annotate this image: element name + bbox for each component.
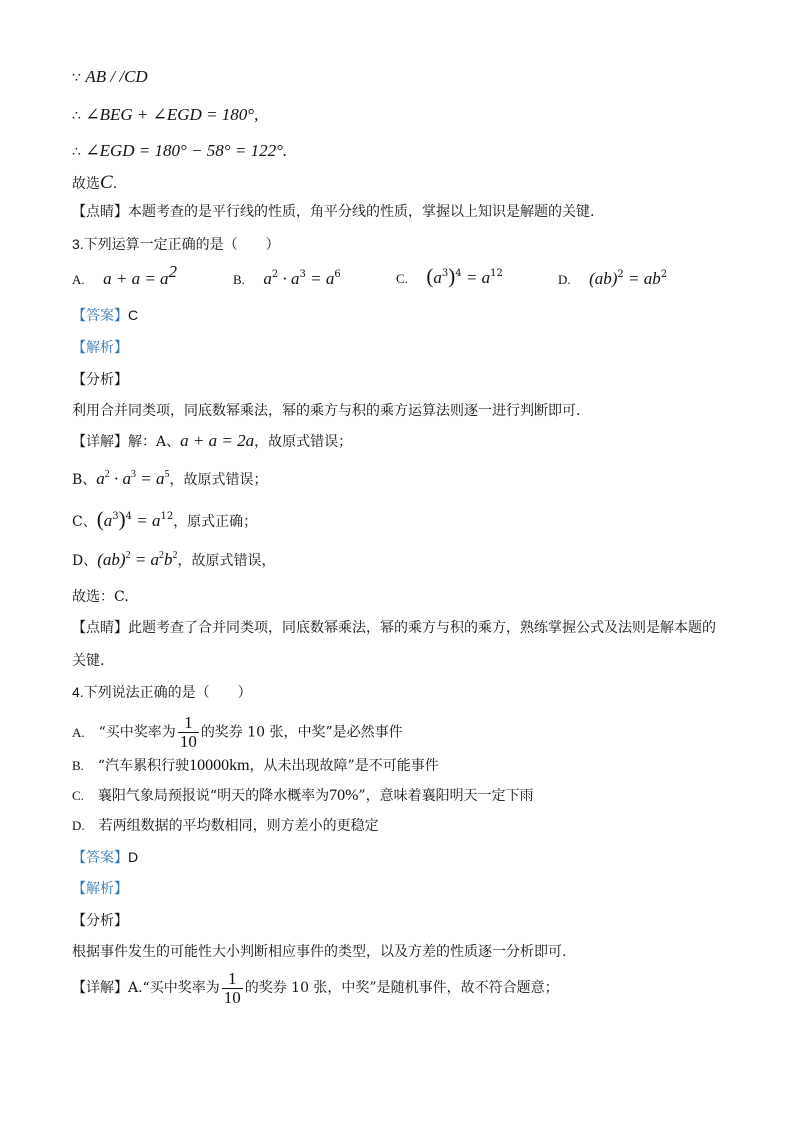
detail-pre: A.“买中奖率为 xyxy=(128,980,220,996)
q4-option-d xyxy=(72,816,379,836)
answer-tag: 【答案】 xyxy=(72,850,128,866)
option-b-pre: “汽车累积行驶 xyxy=(97,758,190,774)
fenxi-tag: 【分析】 xyxy=(72,913,128,929)
base: a xyxy=(433,268,442,287)
fraction-denominator: 10 xyxy=(223,987,241,1007)
q4-option-c xyxy=(72,786,534,806)
q3-detail-d-line xyxy=(72,550,276,571)
detail-a-expr: a + a = 2a xyxy=(180,431,255,450)
option-label: D. xyxy=(72,818,85,833)
comment1-line xyxy=(72,202,594,222)
q3-fenxi-line xyxy=(72,401,580,421)
q3-fenxi-tag-line xyxy=(72,370,128,390)
since-line xyxy=(72,67,148,88)
q3-option-b xyxy=(233,269,341,290)
exponent: 6 xyxy=(334,269,341,280)
q4-option-b xyxy=(72,756,439,776)
q4-detail-line xyxy=(72,968,559,1008)
angle-calc-line xyxy=(72,141,287,162)
option-c-post: ”，意味着襄阳明天一定下雨 xyxy=(358,788,534,804)
fenxi-tag: 【分析】 xyxy=(72,372,128,388)
parallel-expr: AB / /CD xyxy=(85,67,148,86)
q3-option-c xyxy=(396,266,503,289)
q4-option-a xyxy=(72,713,403,751)
exponent: 3 xyxy=(112,511,119,522)
exponent: 3 xyxy=(299,269,306,280)
exponent: 4 xyxy=(455,268,462,279)
option-label: C. xyxy=(396,271,408,286)
comment-text-cont: 关键. xyxy=(72,653,105,669)
option-c-pre: 襄阳气象局预报说“明天的降水概率为 xyxy=(97,788,330,804)
analysis-tag: 【解析】 xyxy=(72,881,128,897)
q3-comment-line1 xyxy=(72,618,716,638)
exponent: 12 xyxy=(160,511,174,522)
eq-expr: = a xyxy=(305,269,335,288)
option-a-post: 的奖券 10 张，中奖”是必然事件 xyxy=(200,724,403,741)
angle-sum-line xyxy=(72,105,258,126)
choose-letter: C xyxy=(100,172,113,193)
close-paren: ) xyxy=(118,507,126,531)
detail-tag: 【详解】 xyxy=(72,980,128,996)
q3-option-d xyxy=(558,269,667,290)
exponent: 2 xyxy=(617,269,624,280)
base: a xyxy=(263,269,272,288)
eq-expr: = a xyxy=(461,268,491,287)
angle-sum-expr: ∠BEG + ∠EGD = 180°, xyxy=(85,105,259,124)
answer-tag: 【答案】 xyxy=(72,308,128,324)
q3-detail-a-line xyxy=(72,431,352,452)
detail-a-suffix: ，故原式错误； xyxy=(254,434,353,450)
fenxi-text: 根据事件发生的可能性大小判断相应事件的类型，以及方差的性质逐一分析即可. xyxy=(72,944,567,960)
eq-expr: = a xyxy=(131,511,161,530)
option-c-value: 70% xyxy=(329,787,359,804)
q3-detail-c-line xyxy=(72,509,257,532)
q4-fenxi-line xyxy=(72,942,566,962)
therefore-symbol: ∴ xyxy=(72,144,81,160)
close-paren: ) xyxy=(448,264,456,288)
detail-post: 的奖券 10 张，中奖”是随机事件，故不符合题意； xyxy=(244,980,559,996)
choose-suffix: . xyxy=(112,176,118,192)
detail-d-prefix: D、 xyxy=(72,553,98,569)
fraction xyxy=(222,970,243,1007)
lhs-expr: (ab) xyxy=(589,269,618,288)
exponent: 2 xyxy=(271,269,279,280)
option-label: C. xyxy=(72,788,84,803)
option-label: B. xyxy=(233,272,245,287)
q3-answer-line xyxy=(72,305,138,326)
option-d-text: 若两组数据的平均数相同，则方差小的更稳定 xyxy=(98,818,379,834)
option-label: D. xyxy=(558,272,571,287)
therefore-symbol: ∴ xyxy=(72,108,81,124)
option-a-expr: a + a = a xyxy=(103,269,169,288)
comment-text: 此题考查了合并同类项，同底数幂乘法，幂的乘方与积的乘方，熟练掌握公式及法则是解本题的 xyxy=(128,620,716,636)
exponent: 12 xyxy=(490,268,503,279)
detail-c-prefix: C、 xyxy=(72,514,97,530)
fraction-numerator: 1 xyxy=(227,968,237,988)
choose-prefix: 故选 xyxy=(72,176,100,192)
option-label: B. xyxy=(72,758,84,773)
detail-a-prefix: 解：A、 xyxy=(128,434,181,450)
angle-calc-expr: ∠EGD = 180° − 58° = 122°. xyxy=(85,141,288,160)
q3-choose-line xyxy=(72,587,129,607)
exponent: 4 xyxy=(125,511,132,522)
eq-expr: = ab xyxy=(623,269,661,288)
q4-answer-line xyxy=(72,847,138,868)
option-b-post: ，从未出现故障”是不可能事件 xyxy=(249,758,439,774)
detail-tag: 【详解】 xyxy=(72,434,128,450)
since-symbol: ∵ xyxy=(72,70,81,86)
fraction-denominator: 10 xyxy=(179,732,197,751)
comment-tag: 【点睛】 xyxy=(72,204,128,220)
option-label: A. xyxy=(72,724,85,740)
detail-d-expr: $(ab)^2 = a^2b^2$ xyxy=(97,550,178,569)
dot-expr: · a xyxy=(278,269,300,288)
detail-b-suffix: ，故原式错误； xyxy=(169,472,268,488)
option-label: A. xyxy=(72,272,85,287)
detail-b-expr: $a^2 \cdot a^3 = a^5$ xyxy=(96,469,170,488)
detail-c-suffix: ，原式正确； xyxy=(173,514,258,530)
fraction xyxy=(178,714,199,751)
option-a-pre: “买中奖率为 xyxy=(98,724,176,741)
q4-analysis-line xyxy=(72,879,128,899)
exponent: 2 xyxy=(168,262,178,281)
q3-option-a xyxy=(72,262,178,290)
base: a xyxy=(103,511,113,530)
q3-detail-b-line xyxy=(72,469,268,490)
q3-stem xyxy=(72,234,280,254)
q3-analysis-line xyxy=(72,338,128,358)
comment-text: 本题考查的是平行线的性质，角平分线的性质，掌握以上知识是解题的关键. xyxy=(128,204,595,220)
q4-fenxi-tag-line xyxy=(72,911,128,931)
detail-d-suffix: ，故原式错误， xyxy=(177,553,276,569)
fenxi-text: 利用合并同类项，同底数幂乘法，幂的乘方与积的乘方运算法则逐一进行判断即可. xyxy=(72,403,581,419)
fraction-numerator: 1 xyxy=(184,713,193,732)
q4-stem-text: 4.下列说法正确的是（ ） xyxy=(72,684,252,700)
detail-b-prefix: B、 xyxy=(72,472,97,488)
open-paren: ( xyxy=(426,264,434,288)
q3-stem-text: 3.下列运算一定正确的是（ ） xyxy=(72,236,280,252)
answer-value: C xyxy=(128,307,139,323)
q4-stem xyxy=(72,682,252,702)
exponent: 3 xyxy=(441,268,449,279)
choose-text: 故选：C. xyxy=(72,589,129,605)
answer-value: D xyxy=(128,849,139,865)
open-paren: ( xyxy=(96,507,104,531)
choose-line xyxy=(72,173,117,194)
option-b-value: 10000km xyxy=(189,757,250,774)
comment-tag: 【点睛】 xyxy=(72,620,128,636)
exponent: 2 xyxy=(660,269,668,280)
analysis-tag: 【解析】 xyxy=(72,340,128,356)
q3-comment-line2 xyxy=(72,651,104,671)
